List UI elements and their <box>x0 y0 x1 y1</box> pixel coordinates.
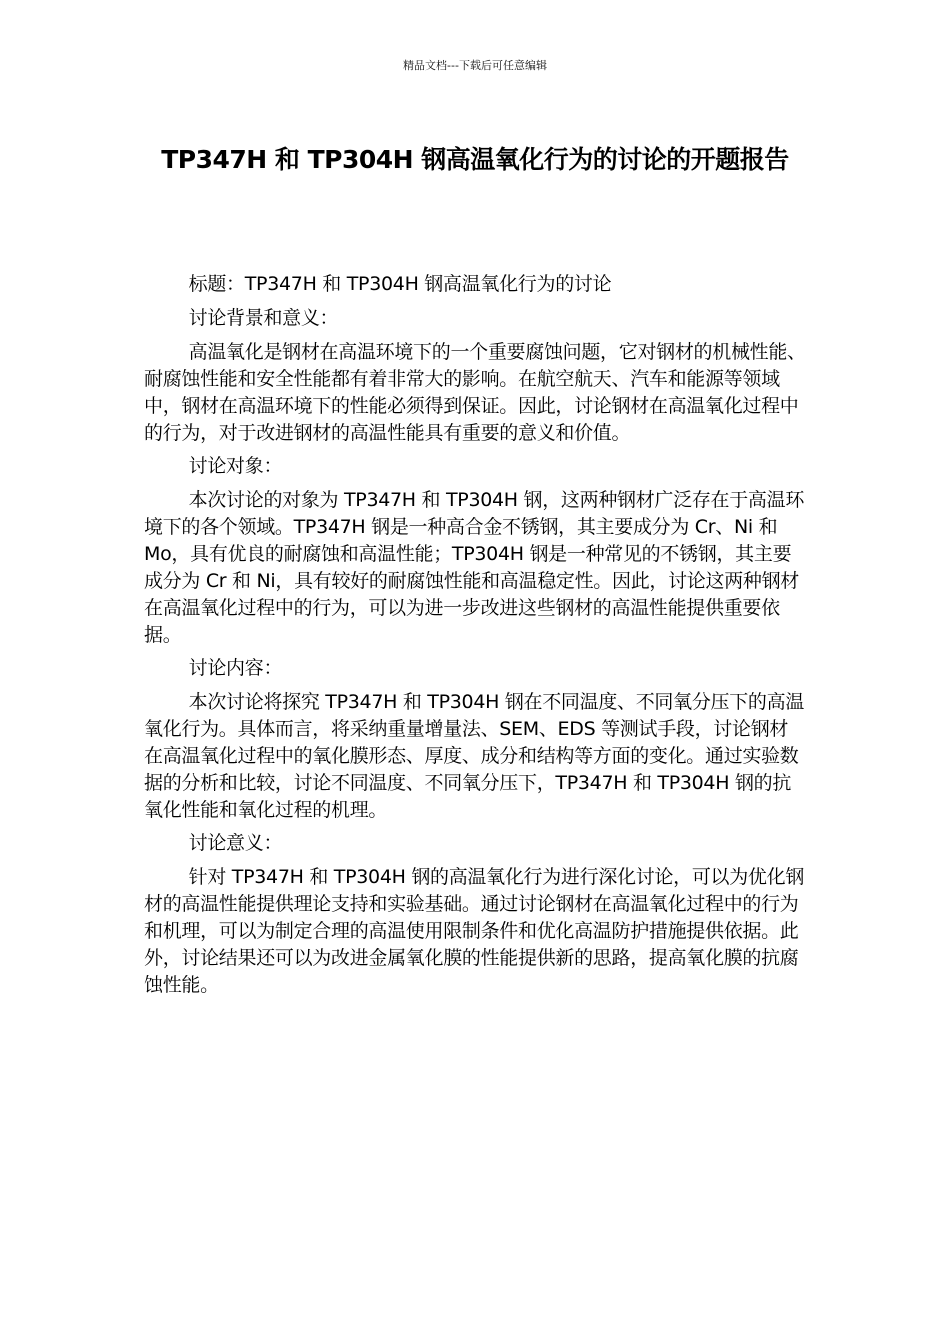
paragraph-object: 本次讨论的对象为 TP347H 和 TP304H 钢，这两种钢材广泛存在于高温环境下的各个领域。TP347H 钢是一种高合金不锈钢，其主要成分为 Cr、Ni 和 Mo，具有优良的耐腐蚀和高温性能；TP304H 钢是一种常见的不锈钢，其主要成分为 Cr 和 Ni，具有较好的耐腐蚀性能和高温稳定性。因此，讨论这两种钢材在高温氧化过程中的行为，可以为进一步改进这些钢材的高温性能提供重要依据。 <box>144 489 805 646</box>
section-heading-background: 讨论背景和意义： <box>188 307 339 329</box>
paragraph-content: 本次讨论将探究 TP347H 和 TP304H 钢在不同温度、不同氧分压下的高温氧化行为。具体而言，将采纳重量增量法、SEM、EDS 等测试手段，讨论钢材在高温氧化过程中的氧化膜形态、厚度、成分和结构等方面的变化。通过实验数据的分析和比较，讨论不同温度、不同氧分压下，TP347H 和 TP304H 钢的抗氧化性能和氧化过程的机理。 <box>144 691 805 821</box>
section-heading-significance: 讨论意义： <box>188 832 283 854</box>
paragraph-significance: 针对 TP347H 和 TP304H 钢的高温氧化行为进行深化讨论，可以为优化钢材的高温性能提供理论支持和实验基础。通过讨论钢材在高温氧化过程中的行为和机理，可以为制定合理的高温使用限制条件和优化高温防护措施提供依据。此外，讨论结果还可以为改进金属氧化膜的性能提供新的思路，提高氧化膜的抗腐蚀性能。 <box>144 866 805 996</box>
document-title: TP347H 和 TP304H 钢高温氧化行为的讨论的开题报告 <box>161 145 789 174</box>
section-heading-object: 讨论对象： <box>188 455 283 477</box>
document-body <box>144 271 806 1005</box>
section-heading-content: 讨论内容： <box>188 657 283 679</box>
paragraph-background: 高温氧化是钢材在高温环境下的一个重要腐蚀问题，它对钢材的机械性能、耐腐蚀性能和安全性能都有着非常大的影响。在航空航天、汽车和能源等领域中，钢材在高温环境下的性能必须得到保证。因此，讨论钢材在高温氧化过程中的行为，对于改进钢材的高温性能具有重要的意义和价值。 <box>144 341 806 444</box>
header-note: 精品文档---下载后可任意编辑 <box>403 59 547 72</box>
subject-line: 标题：TP347H 和 TP304H 钢高温氧化行为的讨论 <box>188 273 612 295</box>
